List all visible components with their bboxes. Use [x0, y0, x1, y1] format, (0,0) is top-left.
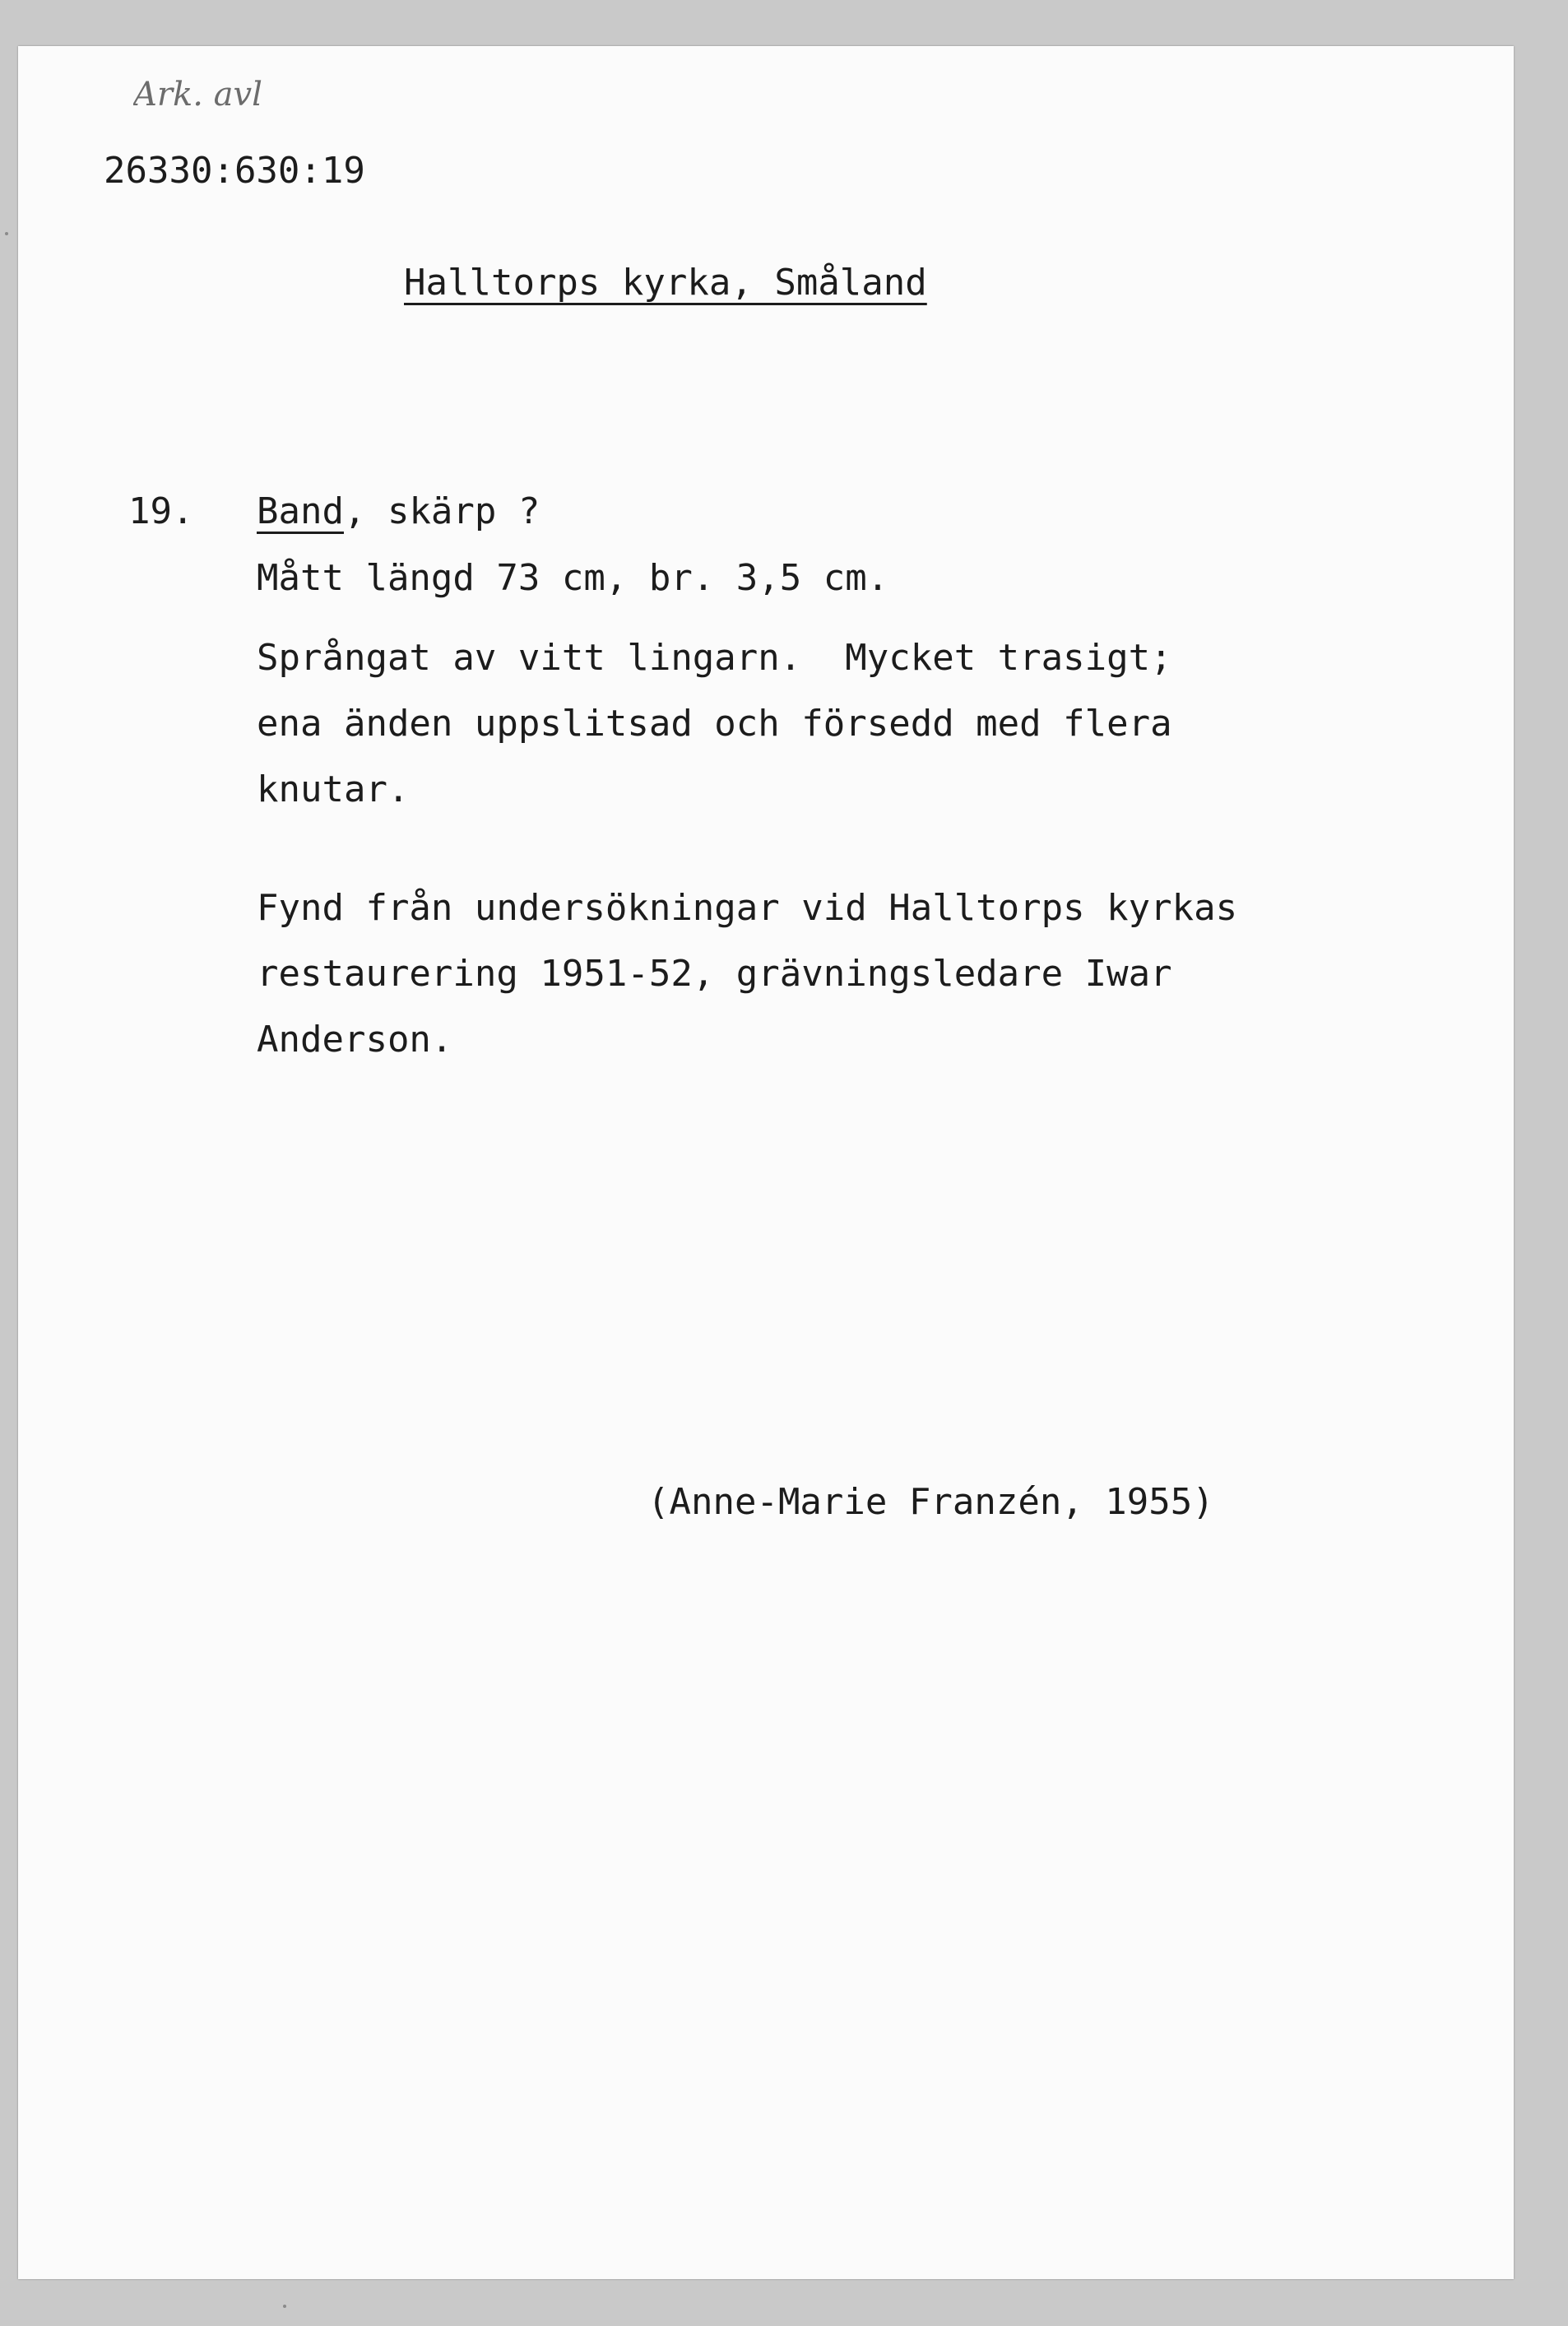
description-line: knutar. [257, 768, 410, 810]
item-description [257, 625, 1172, 823]
description-line: Språngat av vitt lingarn. Mycket trasigt; [257, 637, 1172, 679]
find-info-line: restaurering 1951-52, grävningsledare Iwar [257, 953, 1172, 995]
handwritten-annotation-text: Ark. avl [133, 76, 262, 114]
find-info-line: Anderson. [257, 1019, 453, 1061]
catalog-number: 26330:630:19 [104, 150, 365, 192]
handwritten-annotation [133, 58, 347, 123]
item-number: 19. [128, 490, 194, 532]
find-information [257, 875, 1237, 1073]
card-title: Halltorps kyrka, Småland [404, 262, 927, 304]
item-name-rest: , skärp ? [343, 490, 540, 532]
dust-speck [5, 232, 8, 235]
author-signature: (Anne-Marie Franzén, 1955) [647, 1481, 1214, 1523]
item-name-line [257, 479, 540, 545]
item-name: Band [257, 490, 344, 532]
description-line: ena änden uppslitsad och försedd med flera [257, 703, 1172, 745]
dust-speck [283, 2305, 286, 2308]
find-info-line: Fynd från undersökningar vid Halltorps kyrkas [257, 887, 1238, 929]
item-measurements: Mått längd 73 cm, br. 3,5 cm. [257, 557, 889, 599]
catalog-card [18, 46, 1514, 2279]
